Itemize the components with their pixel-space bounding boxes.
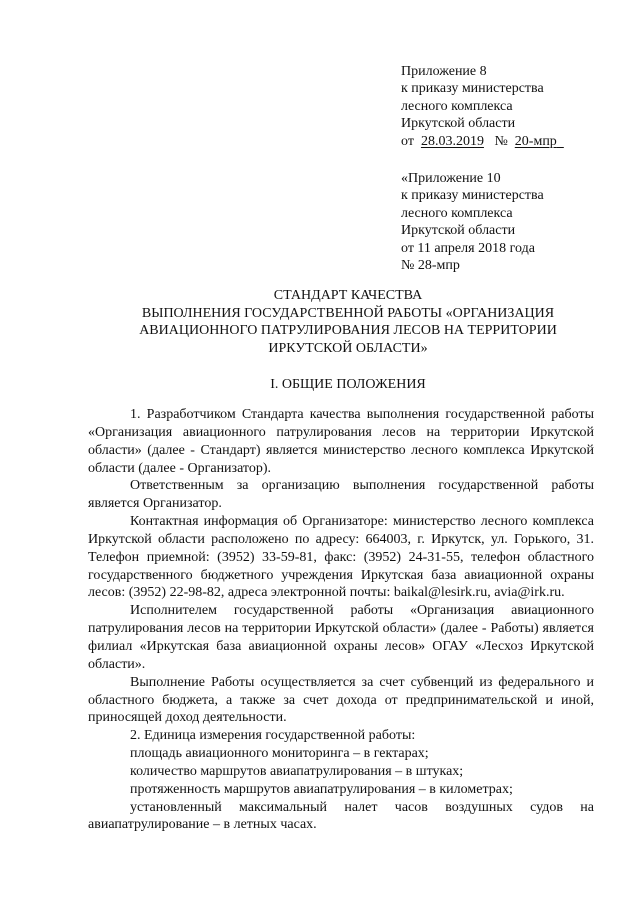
appendix-10-number-line: № 28-мпр: [401, 258, 460, 274]
section-heading: I. ОБЩИЕ ПОЛОЖЕНИЯ: [270, 377, 426, 392]
number-sign: №: [494, 133, 508, 149]
paragraph: количество маршрутов авиапатрулирования – в штуках;: [130, 763, 464, 779]
appendix-8-region-line: Иркутской области: [401, 116, 516, 132]
paragraph: Контактная информация об Организаторе: министерство лесного комплекса Иркутской области расположено по адресу: 664003, г. Иркутск, ул. Горького, 31. Телефон приемной: (3952) 33-59-81, факс: (3952) 24-31-55, телефон областного государственного бюджетного учреждения Иркутская база авиационной охраны лесов: (3952) 22-98-82, адреса электронной почты: baikal@lesirk.ru, avia@irk.ru.: [88, 514, 594, 601]
appendix-10-block: [401, 170, 621, 274]
appendix-10-order-line: к приказу министерства: [401, 188, 544, 204]
appendix-8-order-line: к приказу министерства: [401, 81, 544, 97]
paragraph: Выполнение Работы осуществляется за счет субвенций из федерального и областного бюджета, а также за счет дохода от предпринимательской и иной, приносящей доход деятельности.: [88, 674, 594, 726]
appendix-8-date: 28.03.2019: [420, 133, 484, 149]
paragraph: Исполнителем государственной работы «Организация авиационного патрулирования лесов на территории Иркутской области» (далее - Работы) является филиал «Иркутская база авиационной охраны лесов» ОГАУ «Лесхоз Иркутской области».: [88, 603, 594, 672]
appendix-8-block: [401, 63, 621, 150]
appendix-10-date-line: от 11 апреля 2018 года: [401, 240, 535, 256]
title-line-2: ВЫПОЛНЕНИЯ ГОСУДАРСТВЕННОЙ РАБОТЫ «ОРГАНИЗАЦИЯ: [141, 305, 555, 321]
appendix-8-title: Приложение 8: [401, 64, 487, 79]
paragraph: Ответственным за организацию выполнения государственной работы является Организатор.: [88, 478, 594, 512]
appendix-8-number: 20-мпр: [514, 133, 557, 149]
title-line-3: АВИАЦИОННОГО ПАТРУЛИРОВАНИЯ ЛЕСОВ НА ТЕРРИТОРИИ: [139, 323, 557, 339]
document-title: [88, 287, 608, 357]
paragraph: установленный максимальный налет часов воздушных судов на авиапатрулирование – в летных часах.: [88, 799, 594, 833]
document-body: [88, 406, 594, 834]
title-line-1: СТАНДАРТ КАЧЕСТВА: [273, 288, 423, 303]
appendix-10-title: «Приложение 10: [401, 171, 501, 186]
appendix-8-date-line: [401, 133, 621, 150]
title-line-4: ИРКУТСКОЙ ОБЛАСТИ»: [268, 340, 428, 356]
paragraph: 1. Разработчиком Стандарта качества выполнения государственной работы «Организация авиационного патрулирования лесов на территории Иркутской области» (далее - Стандарт) является министерство лесного комплекса Иркутской области (далее - Организатор).: [88, 407, 594, 476]
appendix-10-ministry-line: лесного комплекса: [401, 205, 513, 221]
appendix-8-ministry-line: лесного комплекса: [401, 98, 513, 114]
paragraph: площадь авиационного мониторинга – в гектарах;: [130, 746, 429, 762]
date-prefix: от: [401, 133, 414, 149]
paragraph: протяженность маршрутов авиапатрулирования – в километрах;: [130, 781, 513, 797]
paragraph: 2. Единица измерения государственной работы:: [130, 728, 416, 744]
appendix-10-region-line: Иркутской области: [401, 223, 516, 239]
